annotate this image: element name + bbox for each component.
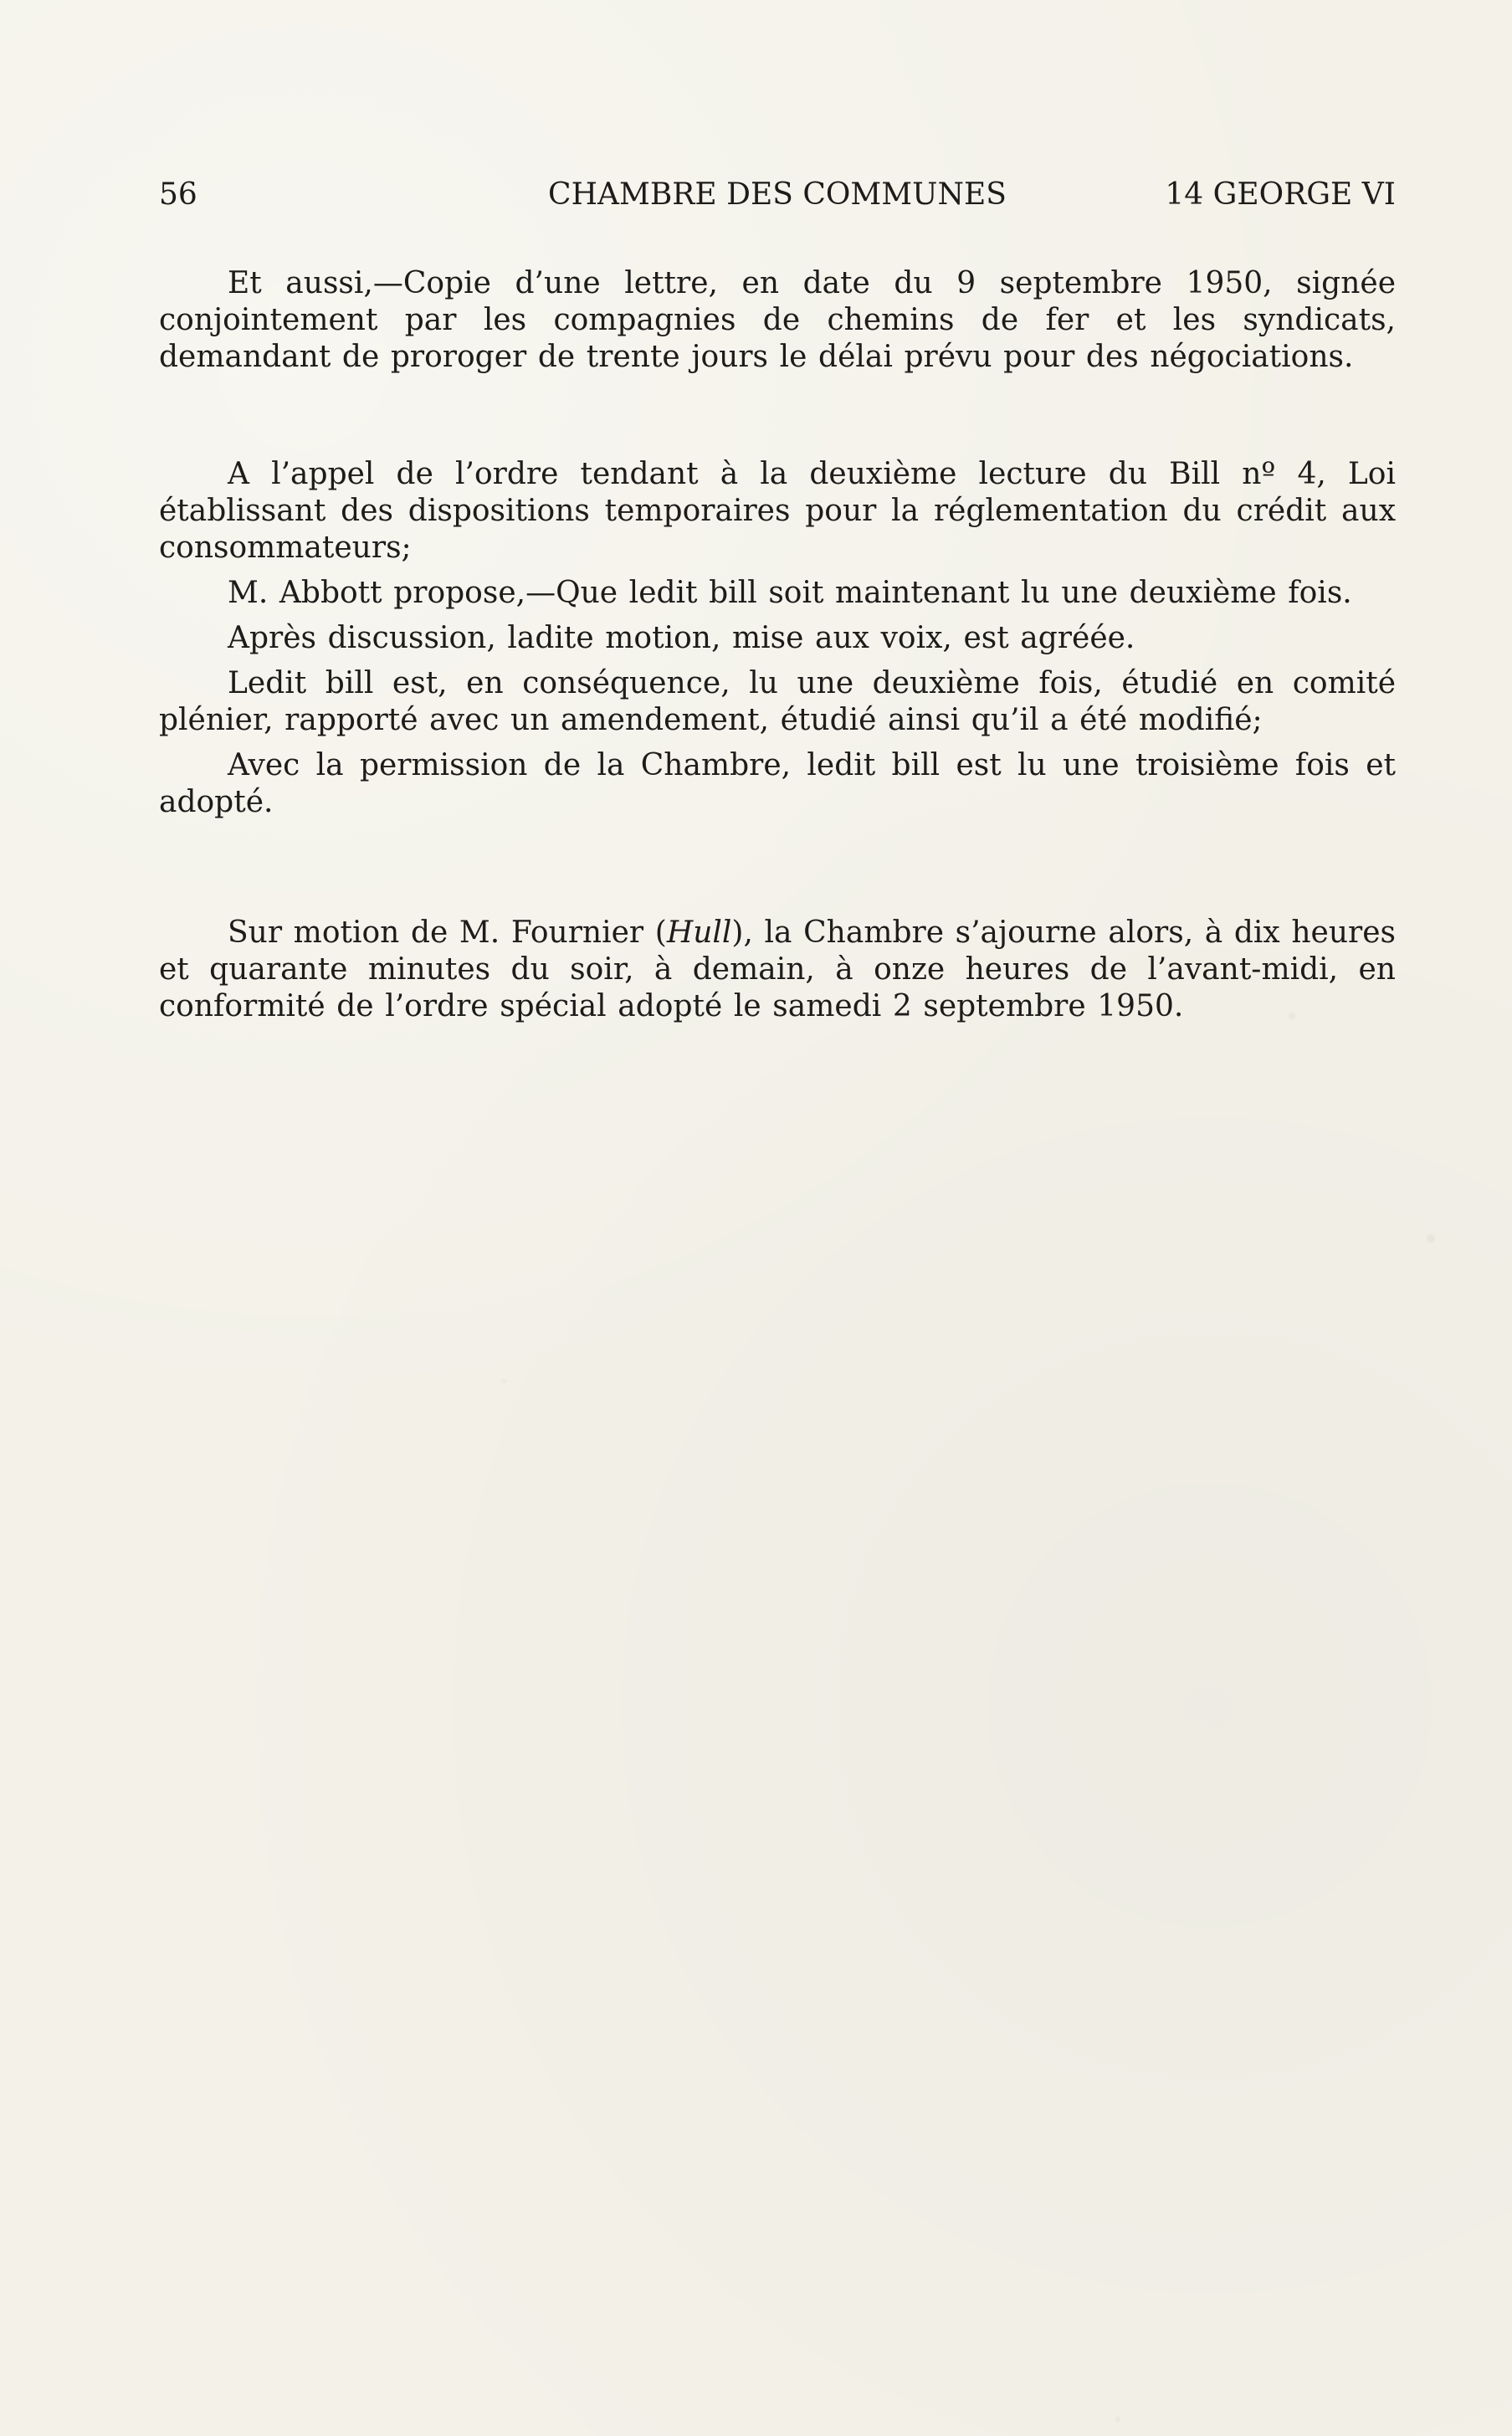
adjournment-text-after: ), la Chambre s’ajourne alors, à dix heures et quarante minutes du soir, à demain, à onze heures de l’avant-midi, en conformité de l’ordre spécial adopté le samedi 2 septembre 1950. xyxy=(159,915,1396,1023)
page-number: 56 xyxy=(159,177,197,212)
adjournment-text-before: Sur motion de M. Fournier ( xyxy=(228,915,667,950)
document-title: CHAMBRE DES COMMUNES xyxy=(548,177,1007,212)
running-header xyxy=(159,177,1396,213)
paper-speck xyxy=(1115,2417,1120,2422)
adjournment-paragraph xyxy=(159,915,1396,1025)
motion-agreed-paragraph: Après discussion, ladite motion, mise aux voix, est agréée. xyxy=(228,621,1135,655)
paper-speck xyxy=(1289,1013,1295,1019)
paper-speck xyxy=(502,1379,506,1383)
bill-four-section xyxy=(159,456,1396,821)
committee-report-paragraph: Ledit bill est, en conséquence, lu une deuxième fois, étudié en comité plénier, rapporté avec un amendement, étudié ainsi qu’il a été modifié; xyxy=(159,666,1396,737)
letter-copy-section xyxy=(159,265,1396,376)
letter-copy-paragraph: Et aussi,—Copie d’une lettre, en date du 9 septembre 1950, signée conjointement par les compagnies de chemins de fer et les syndicats, demandant de proroger de trente jours le délai prévu pour des négociations. xyxy=(159,266,1396,374)
second-reading-call-paragraph: A l’appel de l’ordre tendant à la deuxième lecture du Bill nº 4, Loi établissant des dispositions temporaires pour la réglementation du crédit aux consommateurs; xyxy=(159,457,1396,565)
adjournment-section xyxy=(159,915,1396,1025)
motion-proposed-paragraph: M. Abbott propose,—Que ledit bill soit maintenant lu une deuxième fois. xyxy=(228,576,1352,610)
hull-riding-name: Hull xyxy=(666,915,732,950)
reign-label: 14 GEORGE VI xyxy=(1165,177,1396,212)
paper-speck xyxy=(1427,1234,1435,1243)
third-reading-paragraph: Avec la permission de la Chambre, ledit bill est lu une troisième fois et adopté. xyxy=(159,748,1396,819)
